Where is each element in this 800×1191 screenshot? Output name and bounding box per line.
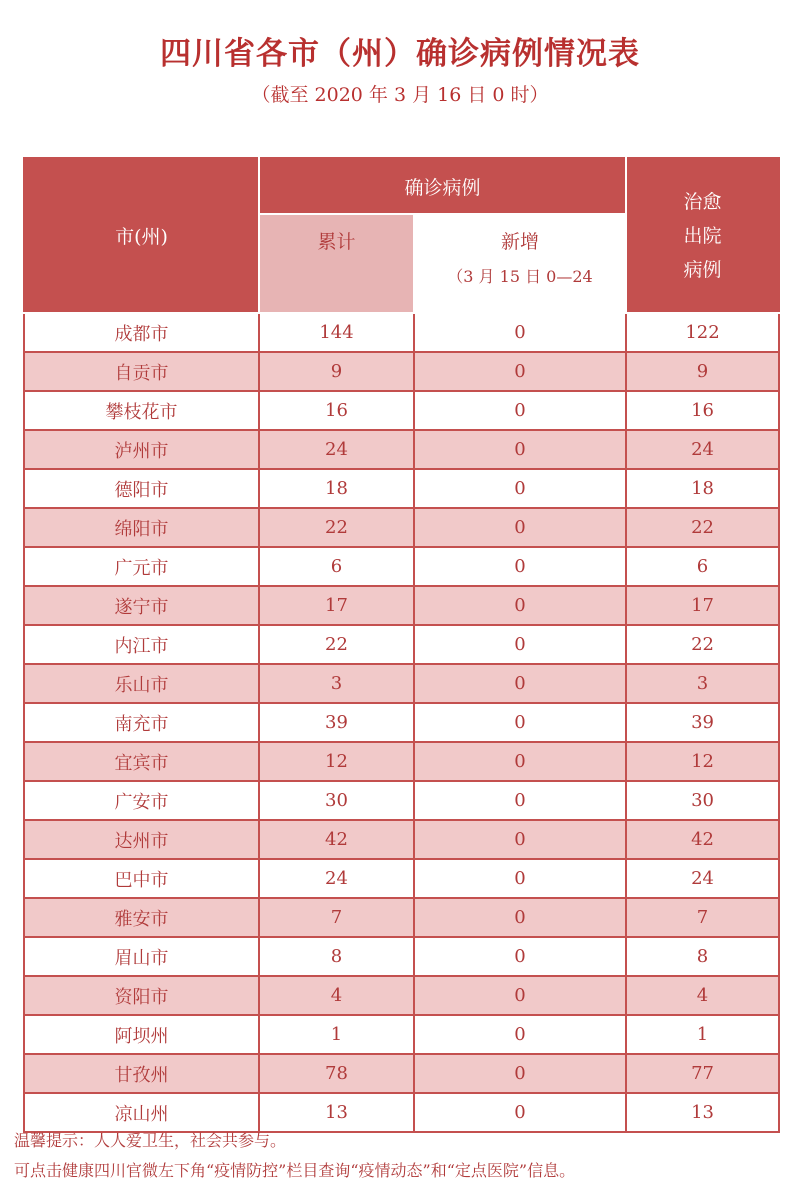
table-row [24,508,779,547]
cell-cured: 13 [626,1093,779,1132]
cell-new: 0 [414,586,626,625]
cell-city: 甘孜州 [24,1054,259,1093]
header-cured-line3: 病例 [683,258,722,281]
cell-cumulative: 4 [259,976,414,1015]
cell-cured: 12 [626,742,779,781]
table-row [24,313,779,352]
cell-city: 遂宁市 [24,586,259,625]
table-row [24,781,779,820]
cell-cumulative: 22 [259,508,414,547]
cell-cured: 1 [626,1015,779,1054]
cell-cumulative: 78 [259,1054,414,1093]
cell-cured: 17 [626,586,779,625]
header-cured-line2: 出院 [683,224,722,247]
cell-new: 0 [414,1093,626,1132]
cell-cumulative: 9 [259,352,414,391]
cell-cured: 3 [626,664,779,703]
table-row [24,820,779,859]
header-new-label: 新增 [501,231,540,253]
cell-city: 攀枝花市 [24,391,259,430]
header-new-note: （3 月 15 日 0—24 [447,267,593,286]
cell-cumulative: 24 [259,859,414,898]
cell-new: 0 [414,976,626,1015]
cell-cured: 16 [626,391,779,430]
cell-cured: 30 [626,781,779,820]
cell-cumulative: 6 [259,547,414,586]
cell-new: 0 [414,508,626,547]
table-row [24,547,779,586]
cell-city: 乐山市 [24,664,259,703]
cell-city: 资阳市 [24,976,259,1015]
cell-cumulative: 42 [259,820,414,859]
cell-city: 巴中市 [24,859,259,898]
table-row [24,859,779,898]
cell-city: 广安市 [24,781,259,820]
cell-new: 0 [414,859,626,898]
cell-new: 0 [414,742,626,781]
header-cured [626,158,779,313]
table-row [24,391,779,430]
cases-table [23,157,780,1133]
cell-new: 0 [414,1054,626,1093]
cell-city: 雅安市 [24,898,259,937]
cell-new: 0 [414,313,626,352]
cell-cured: 39 [626,703,779,742]
cell-cured: 122 [626,313,779,352]
table-body [24,313,779,1132]
cell-city: 眉山市 [24,937,259,976]
cell-new: 0 [414,1015,626,1054]
cell-cumulative: 1 [259,1015,414,1054]
table-row [24,586,779,625]
footer-tip: 温馨提示：人人爱卫生，社会共参与。 [14,1131,287,1150]
cell-new: 0 [414,664,626,703]
cell-new: 0 [414,820,626,859]
cell-new: 0 [414,703,626,742]
cell-cumulative: 17 [259,586,414,625]
cell-cured: 24 [626,859,779,898]
cell-city: 凉山州 [24,1093,259,1132]
header-cured-line1: 治愈 [683,190,722,213]
header-confirmed: 确诊病例 [259,158,626,214]
table-row [24,469,779,508]
cell-city: 阿坝州 [24,1015,259,1054]
cell-cumulative: 144 [259,313,414,352]
cell-cumulative: 12 [259,742,414,781]
cell-cured: 77 [626,1054,779,1093]
cell-cumulative: 16 [259,391,414,430]
table-row [24,430,779,469]
cell-city: 绵阳市 [24,508,259,547]
cell-cumulative: 3 [259,664,414,703]
cell-cured: 22 [626,508,779,547]
cell-new: 0 [414,430,626,469]
page-subtitle: （截至 2020 年 3 月 16 日 0 时） [251,84,549,106]
cell-city: 广元市 [24,547,259,586]
cell-new: 0 [414,625,626,664]
cell-city: 泸州市 [24,430,259,469]
cell-cured: 7 [626,898,779,937]
page-title: 四川省各市（州）确诊病例情况表 [160,36,640,72]
cell-cured: 42 [626,820,779,859]
header-new [414,214,626,313]
table-row [24,898,779,937]
cell-cured: 4 [626,976,779,1015]
table-row [24,625,779,664]
table-row [24,937,779,976]
cell-cured: 22 [626,625,779,664]
table-row [24,1093,779,1132]
cell-new: 0 [414,469,626,508]
cell-cumulative: 13 [259,1093,414,1132]
table-row [24,1015,779,1054]
cell-city: 宜宾市 [24,742,259,781]
cell-cumulative: 39 [259,703,414,742]
table-row [24,1054,779,1093]
cell-city: 南充市 [24,703,259,742]
footer-info: 可点击健康四川官微左下角“疫情防控”栏目查询“疫情动态”和“定点医院”信息。 [14,1161,576,1180]
cell-cured: 18 [626,469,779,508]
cell-new: 0 [414,352,626,391]
cell-new: 0 [414,391,626,430]
cell-cured: 6 [626,547,779,586]
cell-city: 德阳市 [24,469,259,508]
table-row [24,976,779,1015]
cell-cumulative: 7 [259,898,414,937]
cell-new: 0 [414,898,626,937]
cell-city: 达州市 [24,820,259,859]
cell-cured: 24 [626,430,779,469]
cell-new: 0 [414,781,626,820]
table-row [24,703,779,742]
table-row [24,664,779,703]
table-row [24,352,779,391]
cell-cumulative: 30 [259,781,414,820]
cell-new: 0 [414,937,626,976]
cell-cured: 8 [626,937,779,976]
cell-cumulative: 24 [259,430,414,469]
cell-cumulative: 18 [259,469,414,508]
cell-city: 自贡市 [24,352,259,391]
cell-city: 成都市 [24,313,259,352]
cell-new: 0 [414,547,626,586]
cell-cured: 9 [626,352,779,391]
cell-city: 内江市 [24,625,259,664]
table-row [24,742,779,781]
cell-cumulative: 8 [259,937,414,976]
header-cumulative: 累计 [259,214,414,313]
header-city: 市(州) [24,158,259,313]
cell-cumulative: 22 [259,625,414,664]
